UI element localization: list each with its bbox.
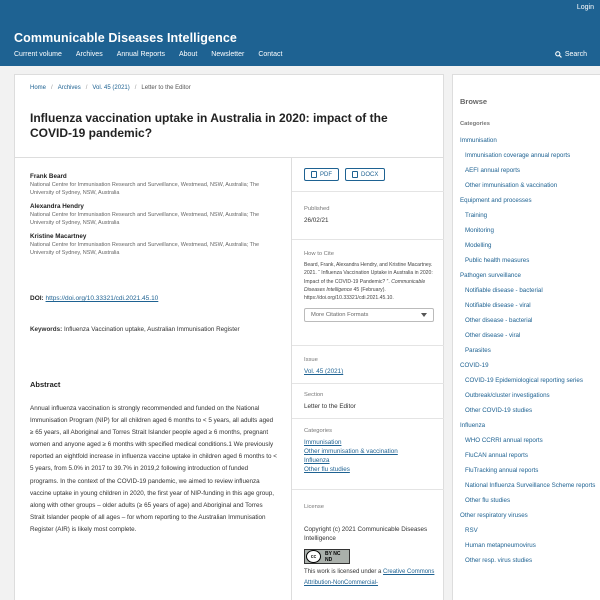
sidebar-item-other-disease-bacterial[interactable]: Other disease - bacterial [465,316,533,324]
cc-by-label: BY NC ND [324,550,341,563]
site-title[interactable]: Communicable Diseases Intelligence [14,31,237,45]
breadcrumb-home[interactable]: Home [30,85,47,91]
sidebar [452,74,600,600]
issue-link[interactable]: Vol. 45 (2021) [304,368,344,375]
doi-link[interactable]: https://doi.org/10.33321/cdi.2021.45.10 [45,295,159,302]
sidebar-item-immunisation[interactable]: Immunisation [460,137,497,144]
pdf-button[interactable] [304,168,339,181]
sidebar-item-covid-19-epidemiological-reporting-series[interactable]: COVID-19 Epidemiological reporting series [465,376,583,384]
published-date: 26/02/21 [304,217,329,224]
categories-label: Categories [304,428,333,434]
section-value: Letter to the Editor [304,403,356,410]
breadcrumb [30,85,191,91]
keywords-value: Influenza Vaccination uptake, Australian Immunisation Register [63,326,240,333]
file-icon [352,171,358,178]
category-links [304,438,439,474]
license-label: License [304,504,324,510]
search-label: Search [564,51,587,58]
doi [30,295,158,302]
browse-heading: Browse [460,97,488,106]
search-link[interactable] [555,51,587,58]
breadcrumb-archives[interactable]: Archives [57,85,81,91]
citation-prefix: Beard, Frank, Alexandra Hendry, and Kristine Macartney. 2021. “ Influenza Vaccination Uptake in Australia in 2020: Impact of the COVID-19 Pandemic? ”. [304,262,433,285]
authors-list [30,172,280,262]
sidebar-item-covid-19[interactable]: COVID-19 [460,361,489,369]
citation-suffix: 45 (February). https://doi.org/10.33321/cdi.2021.45.10. [304,286,394,302]
more-citation-formats-label: More Citation Formats [311,312,369,319]
author-name: Kristine Macartney [30,233,87,240]
sidebar-item-national-influenza-surveillance-scheme-reports[interactable]: National Influenza Surveillance Scheme reports [465,481,596,489]
docx-label: DOCX [361,171,379,178]
sidebar-item-other-flu-studies[interactable]: Other flu studies [465,496,511,504]
category-link-other-immunisation-vaccination[interactable]: Other immunisation & vaccination [304,448,398,455]
detail-divider [292,345,444,346]
sidebar-item-equipment-and-processes[interactable]: Equipment and processes [460,196,532,204]
nav-newsletter[interactable]: Newsletter [211,51,245,58]
section-label: Section [304,392,324,398]
license-copyright: Copyright (c) 2021 Communicable Diseases Intelligence [304,526,428,542]
breadcrumb-current: Letter to the Editor [141,85,191,91]
license-block [304,503,439,589]
sidebar-item-other-resp-virus-studies[interactable]: Other resp. virus studies [465,556,533,564]
site-header [0,0,600,66]
detail-divider [292,383,444,384]
sidebar-item-other-respiratory-viruses[interactable]: Other respiratory viruses [460,511,528,519]
nav-about[interactable]: About [178,51,198,58]
creative-commons-badge[interactable] [304,549,350,564]
author-name: Frank Beard [30,173,67,180]
breadcrumb-separator: / [51,85,53,91]
sidebar-item-who-ccrri-annual-reports[interactable]: WHO CCRRI annual reports [465,436,543,444]
cite-label: How to Cite [304,251,334,257]
primary-nav [14,51,282,58]
how-to-cite-block [304,250,439,322]
login-link[interactable]: Login [576,4,594,11]
nav-archives[interactable]: Archives [75,51,103,58]
categories-block [304,427,439,474]
file-icon [311,171,317,178]
category-list [460,137,600,572]
doi-label: DOI: [30,295,44,302]
issue-block [304,356,439,376]
search-icon [555,51,562,58]
galley-links [304,168,439,181]
author [30,202,280,227]
author-affiliation: National Centre for Immunisation Research and Surveillance, Westmead, NSW, Australia; The University of Sydney, NSW, Australia [30,212,260,226]
sidebar-item-outbreak-cluster-investigations[interactable]: Outbreak/cluster investigations [465,391,550,399]
article-main [14,74,444,600]
pdf-label: PDF [320,171,332,178]
citation-journal: Communicable Diseases Intelligence [304,278,426,293]
docx-button[interactable] [345,168,385,181]
detail-divider [292,418,444,419]
license-statement [304,567,439,589]
sidebar-item-training[interactable]: Training [465,211,488,219]
sidebar-item-influenza[interactable]: Influenza [460,421,486,429]
sidebar-item-human-metapneumovirus[interactable]: Human metapneumovirus [465,541,536,549]
category-link-immunisation[interactable]: Immunisation [304,439,342,446]
chevron-down-icon [421,313,427,317]
detail-divider [292,489,444,490]
sidebar-item-notifiable-disease-bacterial[interactable]: Notifiable disease - bacterial [465,286,543,294]
article-title: Influenza vaccination uptake in Australia in 2020: impact of the COVID-19 pandemic? [30,111,388,140]
keywords [30,325,280,335]
sidebar-item-rsv[interactable]: RSV [465,526,478,534]
author [30,172,280,197]
sidebar-item-flucan-annual-reports[interactable]: FluCAN annual reports [465,451,528,459]
cc-icon: cc [306,550,321,563]
sidebar-item-other-immunisation-vaccination[interactable]: Other immunisation & vaccination [465,181,558,189]
section-block [304,391,439,411]
author-name: Alexandra Hendry [30,203,84,210]
sidebar-item-monitoring[interactable]: Monitoring [465,226,494,234]
abstract-heading: Abstract [30,380,61,389]
sidebar-item-parasites[interactable]: Parasites [465,346,491,354]
sidebar-item-aefi-annual-reports[interactable]: AEFI annual reports [465,166,521,174]
breadcrumb-separator: / [85,85,88,91]
author-affiliation: National Centre for Immunisation Research and Surveillance, Westmead, NSW, Australia; The University of Sydney, NSW, Australia [30,182,260,196]
sidebar-item-notifiable-disease-viral[interactable]: Notifiable disease - viral [465,301,531,309]
issue-label: Issue [304,357,318,363]
column-divider [291,157,292,600]
sidebar-item-pathogen-surveillance[interactable]: Pathogen surveillance [460,271,521,279]
breadcrumb-issue[interactable]: Vol. 45 (2021) [92,85,130,91]
more-citation-formats-dropdown[interactable] [304,308,434,322]
sidebar-item-other-covid-19-studies[interactable]: Other COVID-19 studies [465,406,533,414]
sidebar-item-modelling[interactable]: Modelling [465,241,492,249]
sidebar-item-other-disease-viral[interactable]: Other disease - viral [465,331,521,339]
detail-divider [292,239,444,240]
sidebar-item-flutracking-annual-reports[interactable]: FluTracking annual reports [465,466,539,474]
author-affiliation: National Centre for Immunisation Research and Surveillance, Westmead, NSW, Australia; The University of Sydney, NSW, Australia [30,242,260,256]
breadcrumb-separator: / [134,85,137,91]
author [30,232,280,257]
nav-current-volume[interactable]: Current volume [14,51,62,58]
sidebar-item-public-health-measures[interactable]: Public health measures [465,256,530,264]
nav-contact[interactable]: Contact [258,51,283,58]
published-block [304,205,439,225]
category-link-influenza[interactable]: Influenza [304,457,330,464]
keywords-label: Keywords: [30,326,63,333]
categories-heading: Categories [460,121,490,127]
sidebar-item-immunisation-coverage-annual-reports[interactable]: Immunisation coverage annual reports [465,151,571,159]
category-link-other-flu-studies[interactable]: Other flu studies [304,466,350,473]
detail-divider [292,191,444,192]
license-link[interactable]: Creative Commons Attribution-NonCommercial- [304,569,435,586]
published-label: Published [304,206,330,212]
abstract-text: Annual influenza vaccination is strongly recommended and funded on the National Immunisation Program (NIP) for all children aged 6 months to < 5 years, all adults aged ≥ 65 years, all Aboriginal and Torres Strait Islander people aged ≥ 6 months, pregnant women and anyone aged ≥ 6 months with specified medical conditions.1 We previously reported an eightfold increase in influenza vaccine uptake in children aged 6 months to < 5 years, from 5.0% in 2017 to 39.7% in 2019,2 following introduction of funded programs. In the context of the COVID-19 pandemic, we aimed to review influenza vaccine uptake in young children in 2020, the first year of NIP-funding in this age group, along with other groups – older adults (≥ 65 years of age) and Aboriginal and Torres Strait Islander people of all ages – for whom reporting to the Australian Immunisation Register (AIR) is likely most complete. [30,405,277,533]
license-prefix: This work is licensed under a [304,569,384,575]
title-divider [15,157,444,158]
citation-text [304,261,439,302]
nav-annual-reports[interactable]: Annual Reports [116,51,165,58]
